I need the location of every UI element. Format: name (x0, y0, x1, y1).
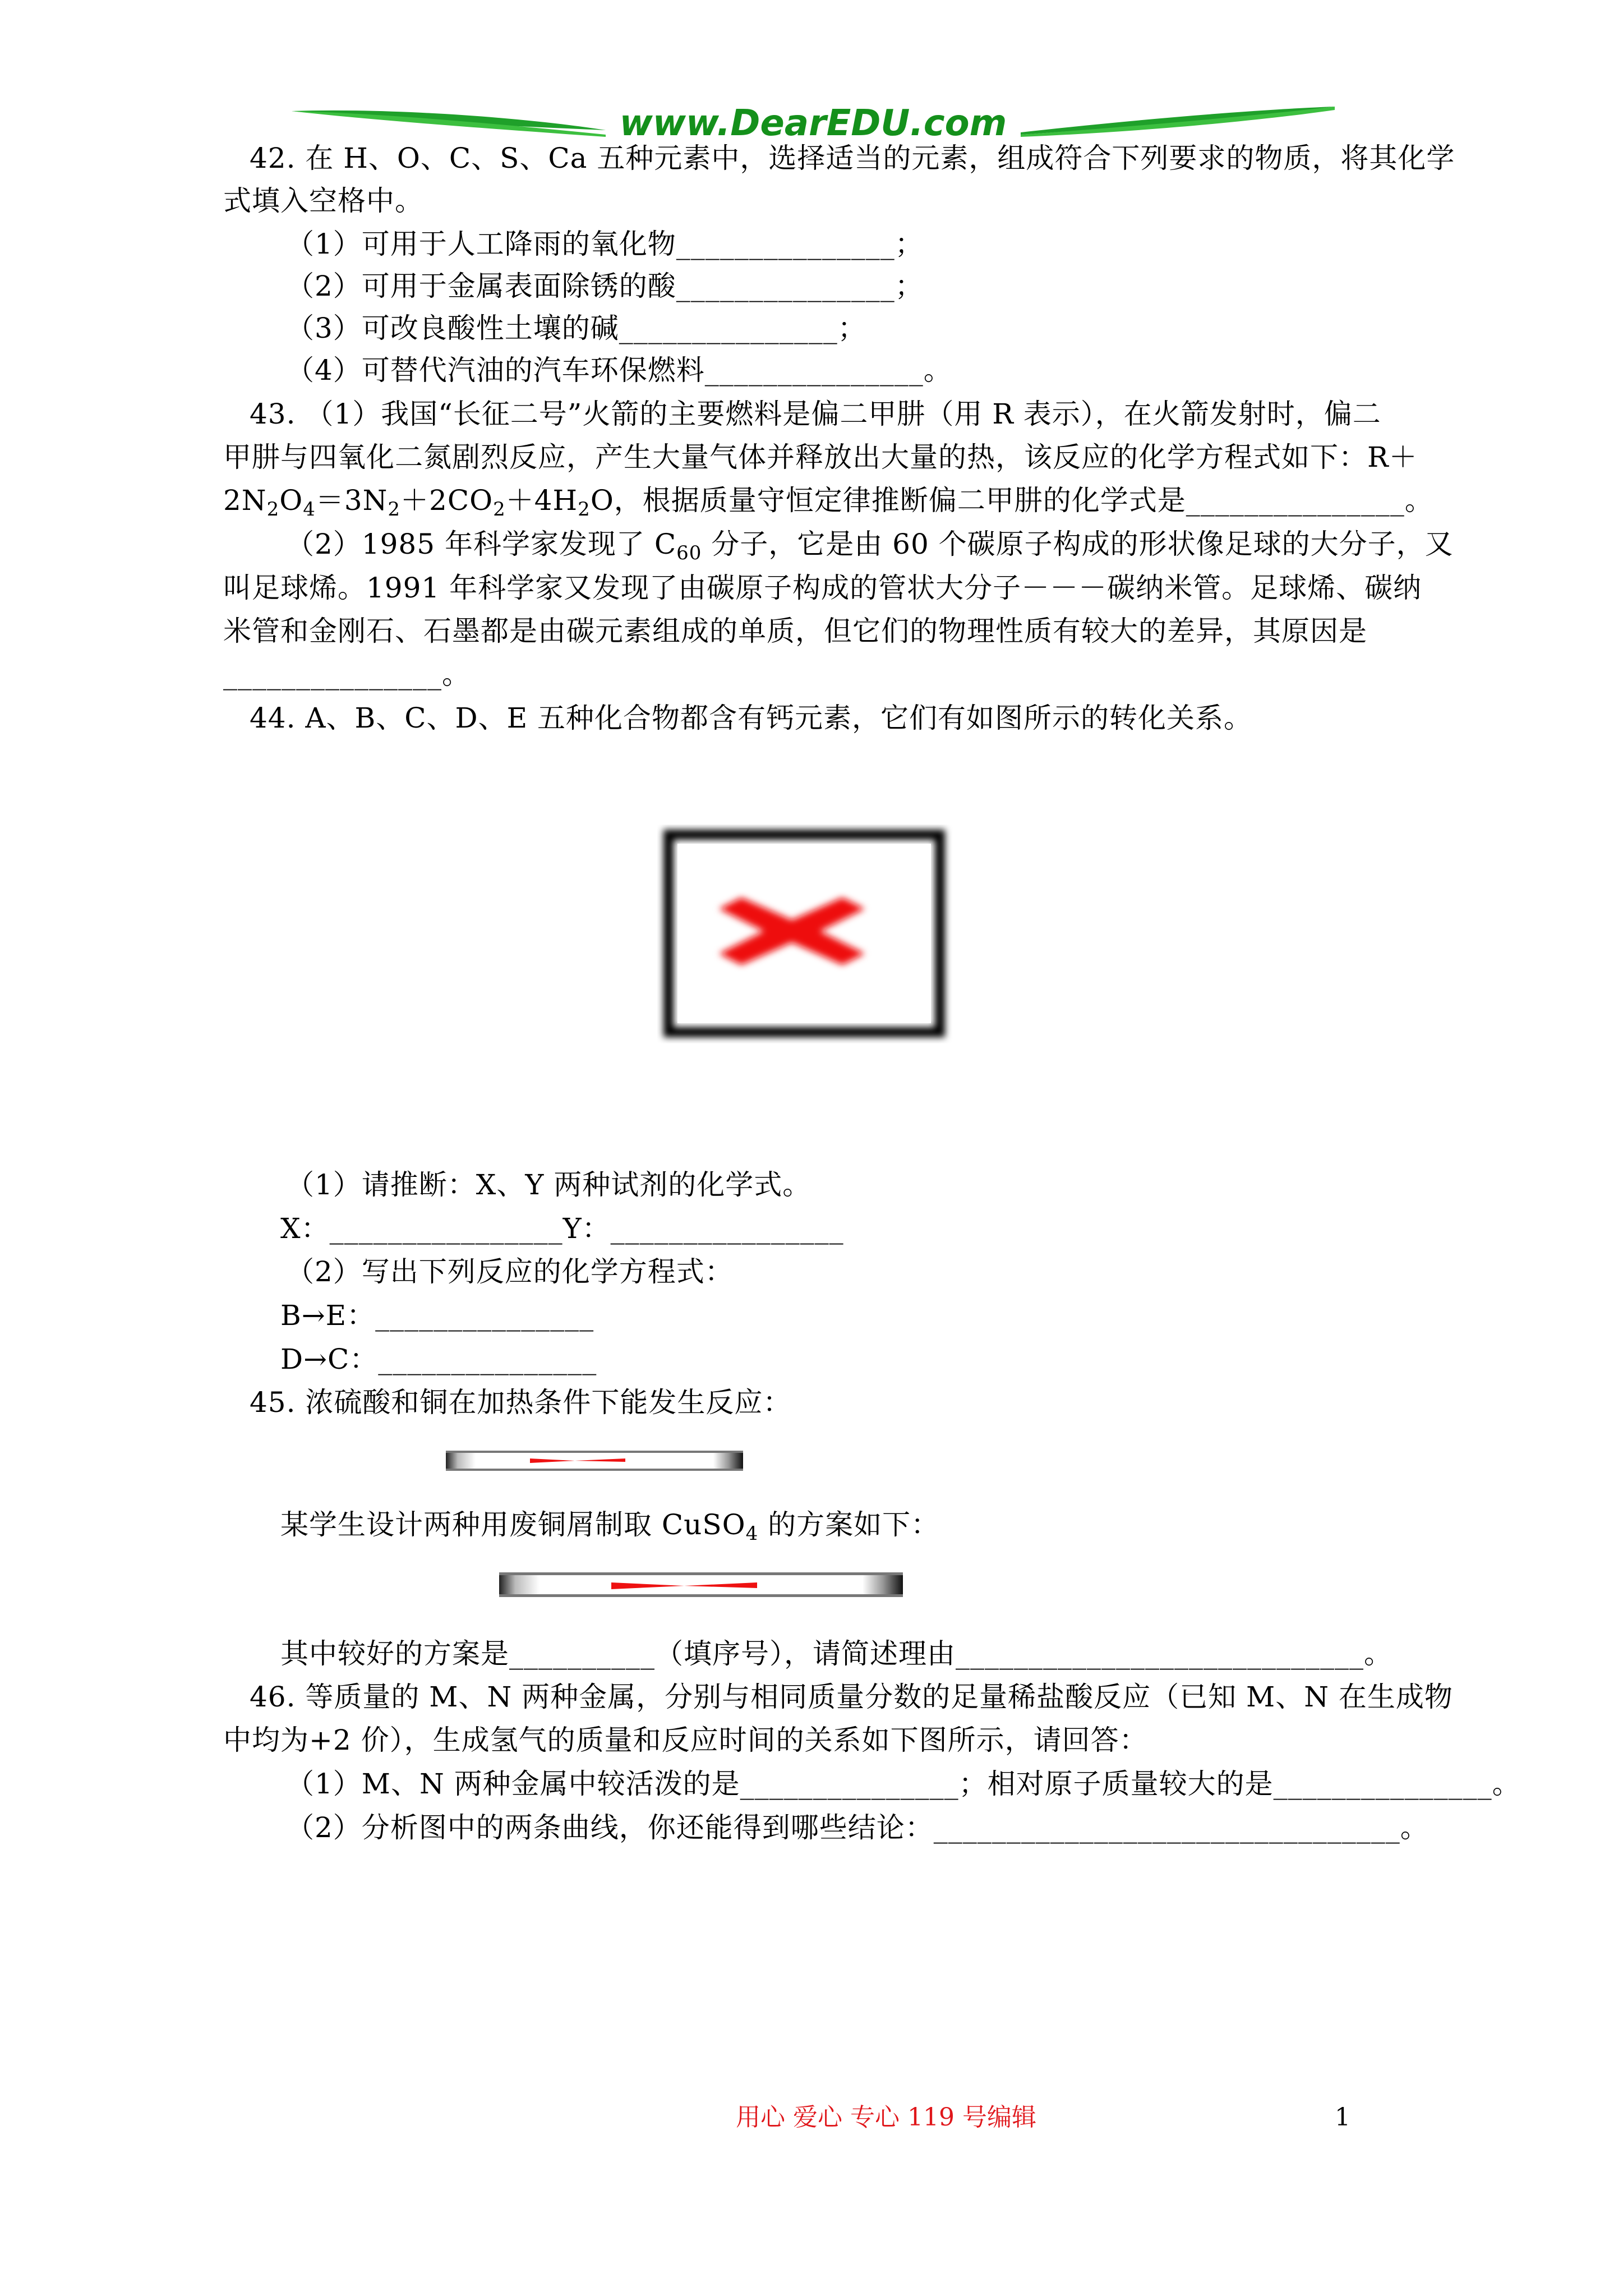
broken-image-placeholder (657, 825, 955, 1043)
page-number: 1 (1335, 2103, 1350, 2132)
q42-line-1: 42. 在 H、O、C、S、Ca 五种元素中，选择适当的元素，组成符合下列要求的物质，将其化学 (250, 142, 1455, 174)
q46-sub-2: （2）分析图中的两条曲线，你还能得到哪些结论：________________________________。 (286, 1811, 1429, 1844)
q42-item-3: （3）可改良酸性土壤的碱_______________； (286, 312, 866, 344)
q43-line-5: 叫足球烯。1991 年科学家又发现了由碳原子构成的管状大分子－－－碳纳米管。足球烯、碳纳 (223, 572, 1422, 604)
q43-line-7: _______________。 (223, 658, 471, 691)
reaction-equation-image-placeholder (446, 1446, 743, 1474)
q43-line-6: 米管和金刚石、石墨都是由碳元素组成的单质，但它们的物理性质有较大的差异，其原因是 (223, 615, 1367, 647)
q45-line-1: 45. 浓硫酸和铜在加热条件下能发生反应： (250, 1386, 792, 1419)
q44-sub-2: （2）写出下列反应的化学方程式： (286, 1255, 734, 1288)
q45-line-3: 其中较好的方案是__________（填序号），请简述理由____________________________。 (280, 1637, 1393, 1670)
page-footer-text: 用心 爱心 专心 119 号编辑 (736, 2103, 1036, 2132)
q45-line-2: 某学生设计两种用废铜屑制取 CuSO$_4$ 的方案如下： (280, 1508, 940, 1545)
q46-line-2: 中均为+2 价），生成氢气的质量和反应时间的关系如下图所示，请回答： (223, 1724, 1148, 1756)
q42-item-1: （1）可用于人工降雨的氧化物_______________； (286, 228, 924, 260)
q44-dc-equation: D→C：_______________ (280, 1343, 597, 1375)
q42-line-2: 式填入空格中。 (223, 185, 423, 217)
q43-part2-line-1: （2）1985 年科学家发现了 $C_{60}$ 分子，它是由 60 个碳原子构成的形状像足球的大分子，又 (286, 528, 1454, 564)
q46-line-1: 46. 等质量的 M、N 两种金属，分别与相同质量分数的足量稀盐酸反应（已知 M、N 在生成物 (250, 1681, 1453, 1713)
q42-item-4: （4）可替代汽油的汽车环保燃料_______________。 (286, 354, 952, 386)
q46-sub-1: （1）M、N 两种金属中较活泼的是_______________；相对原子质量较大的是_______________。 (286, 1768, 1521, 1800)
q44-sub-1: （1）请推断：X、Y 两种试剂的化学式。 (286, 1168, 811, 1201)
q43-equation-line: $2N_2O_4=3N_2+2CO_2+4H_2O$，根据质量守恒定律推断偏二甲肼的化学式是_______________。 (223, 484, 1433, 521)
scheme-image-placeholder (499, 1568, 903, 1602)
q44-xy-blanks: X：________________Y：________________ (280, 1212, 844, 1245)
q42-item-2: （2）可用于金属表面除锈的酸_______________； (286, 270, 924, 302)
q44-be-equation: B→E：_______________ (280, 1299, 594, 1332)
q43-line-2: 甲肼与四氧化二氮剧烈反应，产生大量气体并释放出大量的热，该反应的化学方程式如下：R＋ (223, 441, 1418, 473)
q43-line-1: 43. （1）我国“长征二号”火箭的主要燃料是偏二甲肼（用 R 表示），在火箭发射时，偏二 (250, 398, 1381, 430)
q44-line-1: 44. A、B、C、D、E 五种化合物都含有钙元素，它们有如图所示的转化关系。 (250, 702, 1252, 734)
site-logo-text: www.DearEDU.com (619, 103, 1007, 144)
site-header-banner (292, 101, 1335, 146)
